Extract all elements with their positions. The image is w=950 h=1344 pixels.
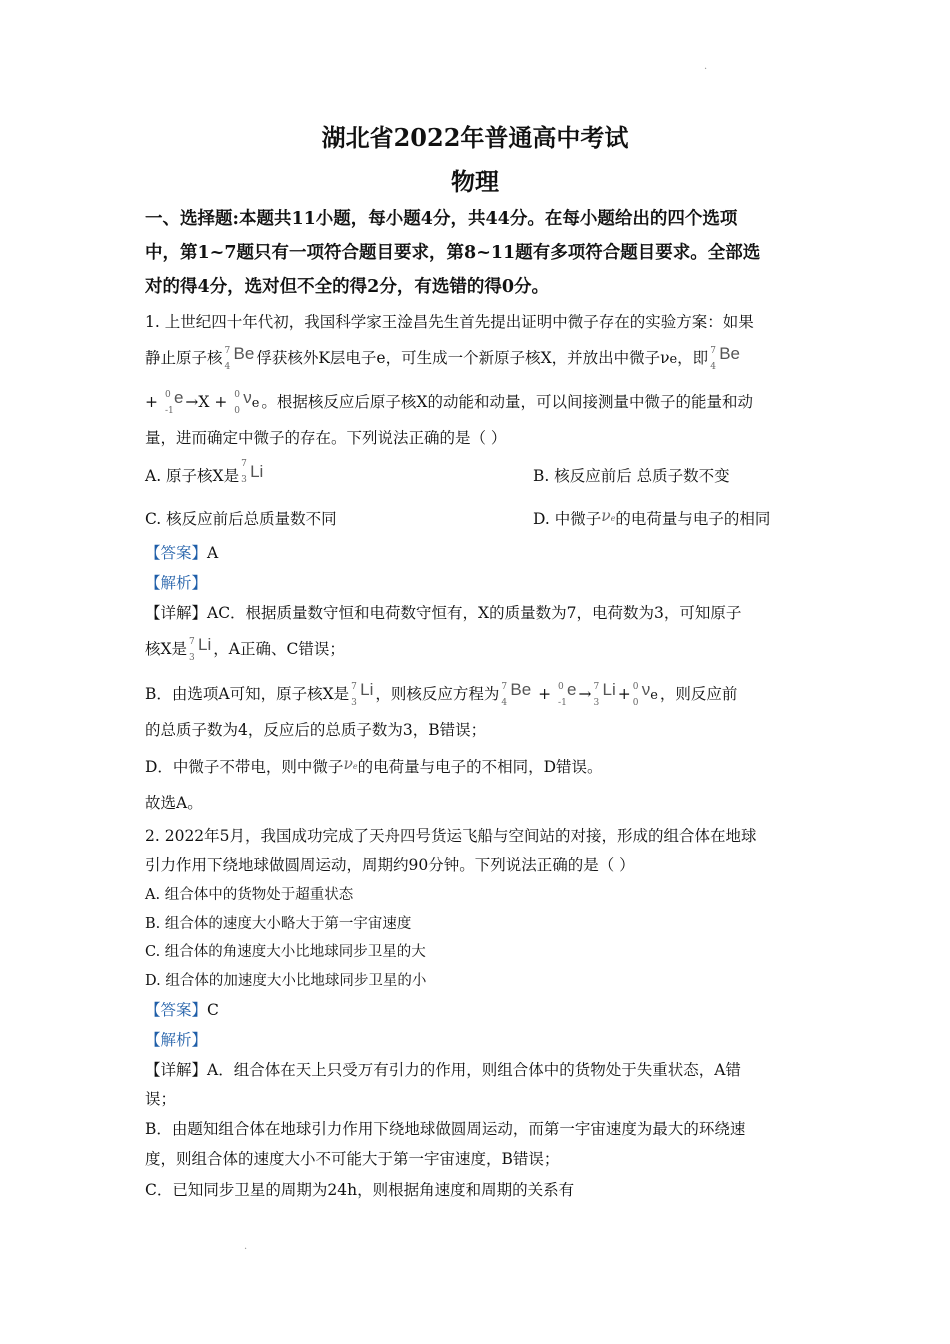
neutrino-symbol: 0 0 νe: [632, 680, 658, 708]
lithium-nuclide: 7 3 Li: [351, 680, 374, 708]
corner-mark: ·: [704, 64, 708, 75]
q1-stem-line-4: 量，进而确定中微子的存在。下列说法正确的是（ ）: [145, 429, 507, 447]
q1-conclusion: 故选A。: [145, 794, 203, 812]
q2-detail-line-1: 【详解】A．组合体在天上只受万有引力的作用，则组合体中的货物处于失重状态，A错: [145, 1061, 741, 1079]
q1-detail-line-5: D．中微子不带电，则中微子νe的电荷量与电子的不相同，D错误。: [145, 755, 603, 776]
q2-option-d: D. 组合体的加速度大小比地球同步卫星的小: [145, 973, 427, 989]
q1-detail-line-1: 【详解】AC．根据质量数守恒和电荷数守恒有，X的质量数为7，电荷数为3，可知原子: [145, 604, 742, 622]
q1-stem-line-1: 1. 上世纪四十年代初，我国科学家王淦昌先生首先提出证明中微子存在的实验方案：如果: [145, 313, 754, 331]
beryllium-nuclide: 7 4 Be: [710, 344, 740, 372]
q1-stem-line-2: 静止原子核 7 4 Be 俘获核外K层电子e，可生成一个新原子核X，并放出中微子νe，即 7 4 Be: [145, 344, 740, 372]
q1-analysis-label: 【解析】: [145, 574, 208, 592]
beryllium-nuclide: 7 4 Be: [501, 680, 532, 708]
footer-mark: ·: [244, 1244, 248, 1255]
q2-analysis-label: 【解析】: [145, 1031, 208, 1049]
q1-option-c: C. 核反应前后总质量数不同: [145, 510, 337, 528]
q2-option-b: B. 组合体的速度大小略大于第一宇宙速度: [145, 916, 412, 932]
q2-detail-line-4: 度，则组合体的速度大小不可能大于第一宇宙速度，B错误；: [145, 1150, 560, 1168]
lithium-nuclide: 7 3 Li: [593, 680, 616, 708]
section-header-line-2: 中，第1~7题只有一项符合题目要求，第8~11题有多项符合题目要求。全部选: [145, 243, 761, 263]
q1-option-d: D. 中微子νe的电荷量与电子的相同: [533, 507, 771, 528]
section-header-line-3: 对的得4分，选对但不全的得2分，有选错的得0分。: [145, 277, 550, 297]
q2-option-c: C. 组合体的角速度大小比地球同步卫星的大: [145, 944, 426, 960]
neutrino-symbol: ν: [343, 755, 353, 773]
q2-detail-line-3: B．由题知组合体在地球引力作用下绕地球做圆周运动，而第一宇宙速度为最大的环绕速: [145, 1120, 746, 1138]
q2-stem-line-2: 引力作用下绕地球做圆周运动，周期约90分钟。下列说法正确的是（ ）: [145, 856, 635, 874]
neutrino-symbol: 0 0 νe: [234, 388, 260, 416]
neutrino-symbol: ν: [601, 507, 611, 525]
q1-detail-line-3: B．由选项A可知，原子核X是 7 3 Li ，则核反应方程为 7 4 Be + 0 -1 e → 7 3 Li + 0 0 νe ，则反应前: [145, 680, 738, 708]
beryllium-nuclide: 7 4 Be: [224, 344, 255, 372]
q1-detail-line-2: 核X是 7 3 Li ，A正确、C错误；: [145, 635, 345, 663]
electron-symbol: 0 -1 e: [558, 680, 577, 708]
electron-symbol: 0 -1 e: [164, 388, 184, 416]
q2-detail-line-5: C．已知同步卫星的周期为24h，则根据角速度和周期的关系有: [145, 1181, 575, 1199]
q1-detail-line-4: 的总质子数为4，反应后的总质子数为3，B错误；: [145, 721, 487, 739]
q2-detail-line-2: 误；: [145, 1090, 177, 1108]
q2-answer: 【答案】C: [145, 1001, 219, 1019]
lithium-nuclide: 7 3 Li: [189, 635, 212, 663]
exam-title: 湖北省2022年普通高中考试: [321, 123, 629, 152]
q1-answer: 【答案】A: [145, 544, 219, 562]
q1-option-a: A. 原子核X是 7 3 Li: [145, 459, 264, 485]
subject-title: 物理: [451, 167, 499, 196]
lithium-nuclide: 7 3 Li: [241, 459, 264, 485]
q1-option-b: B. 核反应前后 总质子数不变: [533, 467, 730, 485]
q1-stem-line-3: + 0 -1 e →X + 0 0 νe 。根据核反应后原子核X的动能和动量，可以间接测量中微子的能量和动: [145, 388, 753, 416]
section-header-line-1: 一、选择题:本题共11小题，每小题4分，共44分。在每小题给出的四个选项: [145, 209, 738, 229]
q2-option-a: A. 组合体中的货物处于超重状态: [145, 887, 354, 903]
q2-stem-line-1: 2. 2022年5月，我国成功完成了天舟四号货运飞船与空间站的对接，形成的组合体在地球: [145, 827, 757, 845]
